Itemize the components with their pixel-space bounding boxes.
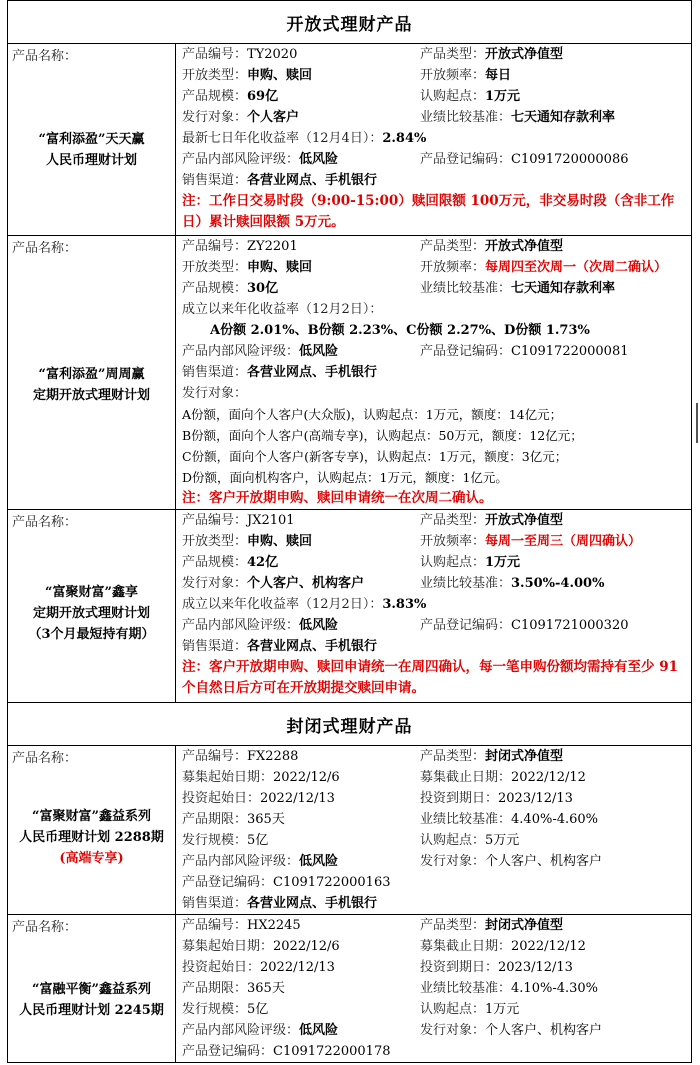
product-row-ty2020: [8, 44, 692, 236]
field-label: 认购起点：: [420, 1002, 486, 1017]
issue-scale: 5亿: [247, 1002, 269, 1017]
product-type: 开放式净值型: [485, 239, 564, 254]
min-subscription: 5万元: [485, 833, 520, 848]
product-type: 封闭式净值型: [485, 918, 564, 933]
field-label: 产品规模：: [182, 281, 248, 296]
field-label: 发行对象：: [420, 1023, 486, 1038]
product-note: 注：工作日交易时段（9:00-15:00）赎回限额 100万元，非交易时段（含非工作日）累计赎回限额 5万元。: [182, 193, 675, 230]
product-scale: 69亿: [247, 89, 279, 104]
raise-end-date: 2022/12/12: [511, 939, 586, 954]
product-name-line: “富利添盈”周周赢: [38, 367, 145, 382]
registration-code: C1091722000178: [273, 1044, 391, 1059]
field-label: 认购起点：: [420, 833, 486, 848]
risk-rating: 低风险: [299, 854, 339, 869]
product-name: [8, 582, 175, 645]
benchmark: 七天通知存款利率: [511, 281, 616, 296]
field-label: 投资到期日：: [420, 791, 499, 806]
closed-section-title: 封闭式理财产品: [8, 703, 692, 746]
open-type: 申购、赎回: [247, 534, 313, 549]
field-label: 开放类型：: [182, 260, 248, 275]
yield-rate: 3.83%: [382, 597, 427, 612]
product-term: 365天: [247, 981, 285, 996]
product-row-zy2201: [8, 236, 692, 510]
product-name-cell: [8, 236, 176, 510]
field-label: 产品期限：: [182, 812, 248, 827]
product-scale: 42亿: [247, 555, 279, 570]
field-label: 业绩比较基准：: [420, 110, 512, 125]
field-label: 成立以来年化收益率（12月2日）：: [182, 302, 383, 317]
target-customers: 个人客户、机构客户: [485, 854, 603, 869]
product-name-label: 产品名称：: [12, 920, 78, 935]
field-label: 业绩比较基准：: [420, 281, 512, 296]
product-name: [8, 364, 175, 406]
product-code: JX2101: [247, 513, 295, 528]
benchmark: 4.40%-4.60%: [511, 812, 599, 827]
field-label: 产品编号：: [182, 513, 248, 528]
open-type: 申购、赎回: [247, 68, 313, 83]
product-name: [8, 129, 175, 171]
product-detail-cell: [176, 510, 692, 703]
invest-end-date: 2023/12/13: [498, 791, 573, 806]
share-class-line: D份额，面向机构客户，认购起点：1万元，额度：1亿元。: [182, 470, 508, 485]
product-row-hx2245: [8, 915, 692, 1063]
registration-code: C1091720000086: [511, 152, 629, 167]
product-name-label: 产品名称：: [12, 515, 78, 530]
field-label: 最新七日年化收益率（12月4日）：: [182, 131, 383, 146]
product-detail-cell: [176, 746, 692, 915]
field-label: 发行规模：: [182, 1002, 248, 1017]
field-label: 销售渠道：: [182, 896, 248, 911]
product-name-label: 产品名称：: [12, 49, 78, 64]
product-name-cell: [8, 510, 176, 703]
issue-scale: 5亿: [247, 833, 269, 848]
field-label: 募集起始日期：: [182, 939, 274, 954]
field-label: 募集截止日期：: [420, 770, 512, 785]
field-label: 产品类型：: [420, 749, 486, 764]
invest-end-date: 2023/12/13: [498, 960, 573, 975]
field-label: 产品编号：: [182, 47, 248, 62]
product-code: HX2245: [247, 918, 301, 933]
field-label: 产品内部风险评级：: [182, 152, 300, 167]
invest-start-date: 2022/12/13: [260, 960, 335, 975]
field-label: 产品类型：: [420, 918, 486, 933]
field-label: 销售渠道：: [182, 173, 248, 188]
field-label: 发行对象：: [182, 110, 248, 125]
field-label: 产品期限：: [182, 981, 248, 996]
product-name-label: 产品名称：: [12, 241, 78, 256]
product-code: ZY2201: [247, 239, 298, 254]
benchmark: 4.10%-4.30%: [511, 981, 599, 996]
field-label: 产品内部风险评级：: [182, 618, 300, 633]
scrollbar-marker[interactable]: [696, 403, 698, 443]
min-subscription: 1万元: [485, 1002, 520, 1017]
product-name-line: 人民币理财计划 2288期: [19, 830, 164, 845]
product-row-jx2101: [8, 510, 692, 703]
share-class-line: B份额，面向个人客户(高端专享)，认购起点：50万元，额度：12亿元；: [182, 428, 583, 443]
field-label: 募集截止日期：: [420, 939, 512, 954]
risk-rating: 低风险: [299, 152, 339, 167]
open-section-header: [8, 1, 692, 44]
field-label: 募集起始日期：: [182, 770, 274, 785]
min-subscription: 1万元: [485, 89, 521, 104]
product-code: TY2020: [247, 47, 298, 62]
open-frequency: 每日: [485, 68, 512, 83]
field-label: 产品编号：: [182, 918, 248, 933]
share-class-line: A份额，面向个人客户(大众版)，认购起点：1万元，额度：14亿元；: [182, 407, 563, 422]
field-label: 投资起始日：: [182, 960, 261, 975]
field-label: 产品规模：: [182, 89, 248, 104]
raise-start-date: 2022/12/6: [273, 939, 340, 954]
product-code: FX2288: [247, 749, 299, 764]
registration-code: C1091722000081: [511, 344, 629, 359]
product-note: 注：客户开放期申购、赎回申请统一在次周二确认。: [182, 490, 493, 506]
field-label: 发行对象：: [182, 386, 248, 401]
share-class-line: C份额，面向个人客户(新客专享)，认购起点：1万元，额度：3亿元；: [182, 449, 568, 464]
benchmark: 3.50%-4.00%: [511, 576, 605, 591]
product-name-line: 定期开放式理财计划: [32, 606, 150, 621]
field-label: 产品登记编码：: [420, 618, 512, 633]
raise-start-date: 2022/12/6: [273, 770, 340, 785]
product-name-line: “富融平衡”鑫益系列: [32, 982, 151, 997]
field-label: 开放频率：: [420, 68, 486, 83]
product-term: 365天: [247, 812, 285, 827]
field-label: 产品类型：: [420, 513, 486, 528]
benchmark: 七天通知存款利率: [511, 110, 616, 125]
field-label: 发行对象：: [420, 854, 486, 869]
product-scale: 30亿: [247, 281, 279, 296]
target-customers: 个人客户、机构客户: [485, 1023, 603, 1038]
product-type: 开放式净值型: [485, 47, 564, 62]
field-label: 产品编号：: [182, 239, 248, 254]
yield-rate: A份额 2.01%、B份额 2.23%、C份额 2.27%、D份额 1.73%: [210, 323, 590, 338]
product-name-line: 定期开放式理财计划: [32, 388, 150, 403]
registration-code: C1091721000320: [511, 618, 629, 633]
field-label: 销售渠道：: [182, 639, 248, 654]
field-label: 认购起点：: [420, 89, 486, 104]
field-label: 投资起始日：: [182, 791, 261, 806]
field-label: 销售渠道：: [182, 365, 248, 380]
invest-start-date: 2022/12/13: [260, 791, 335, 806]
risk-rating: 低风险: [299, 618, 339, 633]
product-tag-high-end: (高端专享): [59, 851, 124, 866]
product-name-line: “富利添盈”天天赢: [38, 132, 145, 147]
field-label: 业绩比较基准：: [420, 812, 512, 827]
product-name-line: （3个月最短持有期）: [28, 627, 155, 642]
sales-channel: 各营业网点、手机银行: [247, 173, 378, 188]
open-frequency: 每周四至次周一（次周二确认）: [485, 260, 668, 275]
field-label: 投资到期日：: [420, 960, 499, 975]
open-frequency: 每周一至周三（周四确认）: [485, 534, 642, 549]
field-label: 产品内部风险评级：: [182, 344, 300, 359]
product-detail-cell: [176, 236, 692, 510]
product-note: 注：客户开放期申购、赎回申请统一在周四确认，每一笔申购份额均需持有至少 91个自然日后方可在开放期提交赎回申请。: [182, 659, 678, 696]
raise-end-date: 2022/12/12: [511, 770, 586, 785]
product-name-label: 产品名称：: [12, 751, 78, 766]
field-label: 开放频率：: [420, 260, 486, 275]
product-name-line: “富聚财富”鑫享: [45, 585, 138, 600]
closed-section-header: [8, 703, 692, 746]
min-subscription: 1万元: [485, 555, 521, 570]
sales-channel: 各营业网点、手机银行: [247, 365, 378, 380]
product-row-fx2288: [8, 746, 692, 915]
product-name-cell: [8, 746, 176, 915]
field-label: 发行规模：: [182, 833, 248, 848]
target-customers: 个人客户: [247, 110, 300, 125]
field-label: 业绩比较基准：: [420, 981, 512, 996]
product-name-line: 人民币理财计划: [45, 153, 137, 168]
product-type: 封闭式净值型: [485, 749, 564, 764]
yield-rate: 2.84%: [382, 131, 427, 146]
field-label: 发行对象：: [182, 576, 248, 591]
field-label: 产品内部风险评级：: [182, 1023, 300, 1038]
product-detail-cell: [176, 44, 692, 236]
sales-channel: 各营业网点、手机银行: [247, 896, 378, 911]
open-type: 申购、赎回: [247, 260, 313, 275]
field-label: 开放类型：: [182, 534, 248, 549]
product-name-cell: [8, 44, 176, 236]
target-customers: 个人客户、机构客户: [247, 576, 365, 591]
risk-rating: 低风险: [299, 344, 339, 359]
product-name-line: “富聚财富”鑫益系列: [32, 809, 151, 824]
field-label: 产品登记编码：: [182, 875, 274, 890]
product-name: [8, 806, 175, 869]
product-type: 开放式净值型: [485, 513, 564, 528]
field-label: 产品类型：: [420, 239, 486, 254]
field-label: 产品登记编码：: [420, 152, 512, 167]
open-section-title: 开放式理财产品: [8, 1, 692, 44]
registration-code: C1091722000163: [273, 875, 391, 890]
risk-rating: 低风险: [299, 1023, 339, 1038]
field-label: 产品编号：: [182, 749, 248, 764]
field-label: 产品规模：: [182, 555, 248, 570]
field-label: 产品登记编码：: [420, 344, 512, 359]
field-label: 认购起点：: [420, 555, 486, 570]
product-name-line: 人民币理财计划 2245期: [19, 1003, 164, 1018]
sales-channel: 各营业网点、手机银行: [247, 639, 378, 654]
field-label: 开放频率：: [420, 534, 486, 549]
product-name: [8, 979, 175, 1021]
field-label: 产品内部风险评级：: [182, 854, 300, 869]
field-label: 成立以来年化收益率（12月2日）：: [182, 597, 383, 612]
field-label: 开放类型：: [182, 68, 248, 83]
field-label: 产品类型：: [420, 47, 486, 62]
field-label: 产品登记编码：: [182, 1044, 274, 1059]
product-detail-cell: [176, 915, 692, 1063]
product-name-cell: [8, 915, 176, 1063]
field-label: 业绩比较基准：: [420, 576, 512, 591]
product-table: [7, 0, 692, 1063]
